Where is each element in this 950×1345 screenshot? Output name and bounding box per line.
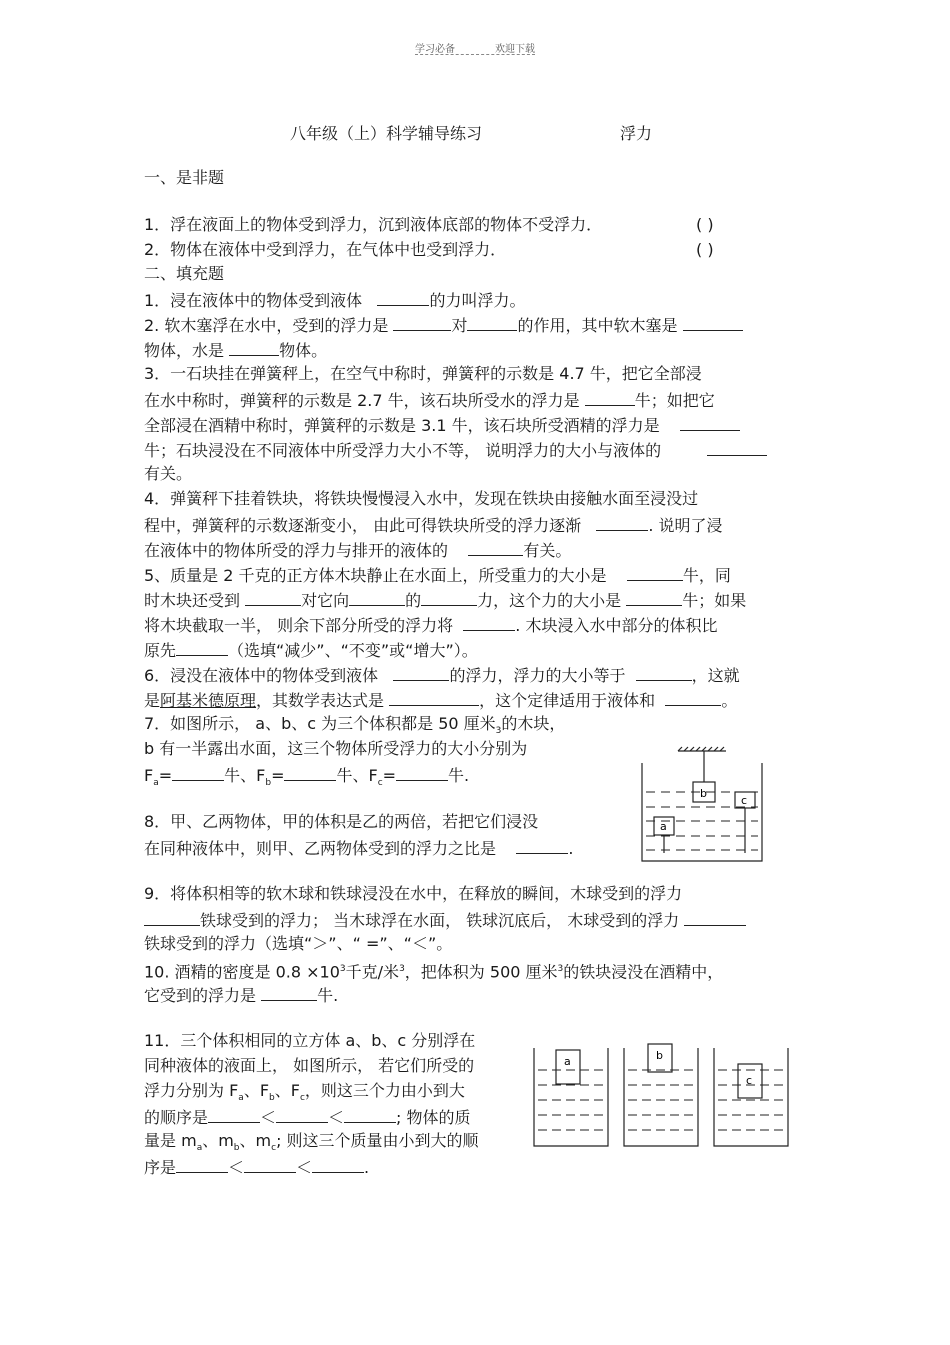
- fill-q4-cont2: 在液体中的物体所受的浮力与排开的液体的 有关。: [144, 541, 572, 560]
- fill-q11-cont2: 浮力分别为 $F_a$、$F_b$、$F_c$，则这三个力由小到大: [144, 1081, 465, 1104]
- section1-heading: 一、是非题: [144, 168, 225, 187]
- fill-q2: 2. 软木塞浮在水中，受到的浮力是 对 的作用，其中软木塞是: [144, 314, 743, 336]
- blank: [421, 589, 477, 606]
- section2-heading: 二、填充题: [144, 264, 225, 283]
- fill-q10: 10. 酒精的密度是 $0.8 \times 10^3$千克/米$^3$，把体积为 500 厘米$^3$的铁块浸没在酒精中，: [144, 962, 724, 982]
- blank: [389, 689, 479, 706]
- blank: [626, 589, 682, 606]
- blank: [261, 984, 317, 1001]
- tf-question-2: 2．物体在液体中受到浮力，在气体中也受到浮力．: [144, 240, 507, 259]
- header-divider: [415, 54, 535, 55]
- blank: [393, 664, 449, 681]
- blank: [276, 1106, 328, 1123]
- blank: [144, 909, 200, 926]
- blank: [176, 1156, 228, 1173]
- fill-q7-cont1: b 有一半露出水面，这三个物体所受浮力的大小分别为: [144, 739, 528, 758]
- fill-q5-cont2: 将木块截取一半， 则余下部分所受的浮力将 . 木块浸入水中部分的体积比: [144, 616, 718, 635]
- blank: [284, 764, 336, 781]
- fill-q4: 4．弹簧秤下挂着铁块，将铁块慢慢浸入水中，发现在铁块由接触水面至浸没过: [144, 489, 699, 508]
- fill-q5-cont3: 原先 （选填“减少”、“不变”或“增大”）。: [144, 641, 478, 660]
- fill-q9-cont2: 铁球受到的浮力（选填“＞”、“ =”、“＜”。: [144, 934, 453, 953]
- answer-paren-1: ( ): [696, 215, 714, 234]
- blank: [344, 1106, 396, 1123]
- figure-q11-diagram: [528, 1040, 798, 1150]
- fill-q11-cont1: 同种液体的液面上， 如图所示， 若它们所受的: [144, 1056, 475, 1075]
- blank: [516, 837, 568, 854]
- blank: [684, 909, 746, 926]
- fill-q1: 1．浸在液体中的物体受到液体 的力叫浮力。: [144, 291, 526, 310]
- page-title: [290, 121, 653, 144]
- blank: [627, 564, 683, 581]
- fill-q9: 9．将体积相等的软木球和铁球浸没在水中，在释放的瞬间，木球受到的浮力: [144, 884, 683, 903]
- answer-paren-2: ( ): [696, 240, 714, 259]
- fill-q3-cont3: 牛；石块浸没在不同液体中所受浮力大小不等， 说明浮力的大小与液体的: [144, 439, 767, 461]
- fill-q7-cont2: $F_a=$ 牛、$F_b=$ 牛、$F_c=$ 牛.: [144, 766, 470, 789]
- fill-q8: 8．甲、乙两物体，甲的体积是乙的两倍，若把它们浸没: [144, 812, 539, 831]
- fill-q3-cont1: 在水中称时，弹簧秤的示数是 2.7 牛，该石块所受水的浮力是 牛；如把它: [144, 391, 715, 410]
- fig7-label-c: c: [741, 794, 748, 807]
- figure-q7-diagram: [636, 745, 768, 865]
- fill-q11-cont5: 序是 ＜ ＜ .: [144, 1158, 370, 1177]
- blank: [680, 414, 740, 431]
- fill-q2-cont: 物体，水是 物体。: [144, 341, 328, 360]
- fill-q10-cont: 它受到的浮力是 牛.: [144, 986, 339, 1005]
- fill-q3-cont2: 全部浸在酒精中称时，弹簧秤的示数是 3.1 牛，该石块所受酒精的浮力是: [144, 414, 740, 436]
- fill-q11: 11．三个体积相同的立方体 a、b、c 分别浮在: [144, 1031, 476, 1050]
- header-left: 学习必备: [415, 44, 455, 55]
- fig7-label-a: a: [660, 820, 667, 833]
- blank: [377, 289, 429, 306]
- blank: [176, 639, 228, 656]
- blank: [208, 1106, 260, 1123]
- fill-q5: 5、质量是 2 千克的正方体木块静止在水面上，所受重力的大小是 牛，同: [144, 566, 731, 585]
- header-right: 欢迎下载: [495, 44, 535, 55]
- title-main: 八年级（上）科学辅导练习: [290, 124, 483, 143]
- fig11-label-a: a: [564, 1055, 571, 1068]
- fill-q7: 7．如图所示， a、b、c 为三个体积都是 50 厘米$_3$的木块，: [144, 714, 566, 737]
- blank: [349, 589, 405, 606]
- blank: [172, 764, 224, 781]
- fig11-label-c: c: [746, 1074, 753, 1087]
- blank: [312, 1156, 364, 1173]
- blank: [468, 539, 523, 556]
- fill-q11-cont3: 的顺序是 ＜ ＜ ; 物体的质: [144, 1108, 471, 1127]
- fill-q6-cont: 是阿基米德原理，其数学表达式是 ，这个定律适用于液体和 。: [144, 691, 738, 710]
- fill-q9-cont1: 铁球受到的浮力； 当木球浮在水面， 铁球沉底后， 木球受到的浮力: [144, 909, 746, 931]
- blank: [467, 314, 517, 331]
- fill-q6: 6．浸没在液体中的物体受到液体 的浮力，浮力的大小等于 ，这就: [144, 666, 740, 685]
- fig11-label-b: b: [656, 1049, 663, 1062]
- fill-q11-cont4: 量是 $m_a$、$m_b$、$m_c$; 则这三个质量由小到大的顺: [144, 1131, 479, 1154]
- blank: [393, 314, 451, 331]
- blank: [596, 514, 648, 531]
- fill-q4-cont1: 程中，弹簧秤的示数逐渐变小， 由此可得铁块所受的浮力逐渐 . 说明了浸: [144, 516, 723, 535]
- fill-q3-cont4: 有关。: [144, 464, 193, 483]
- blank: [665, 689, 721, 706]
- fig7-label-b: b: [700, 787, 707, 800]
- fill-q5-cont1: 时木块还受到 对它向 的 力，这个力的大小是 牛；如果: [144, 591, 747, 610]
- blank: [396, 764, 448, 781]
- blank: [244, 1156, 296, 1173]
- blank: [229, 339, 279, 356]
- tf-question-1: 1．浮在液面上的物体受到浮力，沉到液体底部的物体不受浮力．: [144, 215, 603, 234]
- blank: [707, 439, 767, 456]
- fill-q8-cont: 在同种液体中，则甲、乙两物体受到的浮力之比是 .: [144, 839, 574, 858]
- blank: [636, 664, 692, 681]
- blank: [585, 389, 635, 406]
- blank: [683, 314, 743, 331]
- blank: [463, 614, 515, 631]
- blank: [245, 589, 301, 606]
- title-sub: 浮力: [620, 124, 653, 143]
- fill-q3: 3．一石块挂在弹簧秤上，在空气中称时，弹簧秤的示数是 4.7 牛，把它全部浸: [144, 364, 702, 383]
